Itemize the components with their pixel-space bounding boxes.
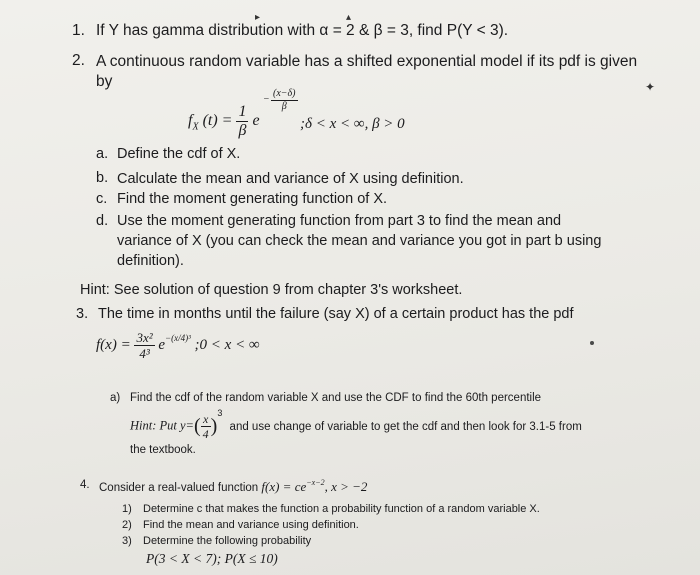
q2-formula-frac-den: β bbox=[238, 122, 247, 139]
q3-hint-power: 3 bbox=[217, 407, 223, 418]
q3-formula bbox=[96, 331, 260, 360]
q3-formula-frac-num: 3x² bbox=[136, 330, 153, 345]
q4-item-1-label: 1) bbox=[122, 503, 132, 515]
page-mark: ▴ bbox=[346, 12, 352, 23]
q2-formula-fraction bbox=[236, 104, 248, 139]
q1-text: If Y has gamma distribution with α = 2 & β = 3, find P(Y < 3). bbox=[96, 22, 509, 39]
q4-func: f(x) = ce bbox=[261, 479, 307, 494]
q2-hint: Hint: See solution of question 9 from chapter 3's worksheet. bbox=[80, 282, 463, 298]
q2-formula-exp-sign: − bbox=[263, 94, 270, 105]
q1-number: 1. bbox=[72, 22, 85, 39]
q2-part-d-line3: definition). bbox=[117, 253, 184, 269]
q4-text-prefix: Consider a real-valued function bbox=[99, 482, 259, 494]
q4-item-3-text: Determine the following probability bbox=[143, 535, 312, 547]
q2-part-d-label: d. bbox=[96, 213, 109, 229]
q2-formula-exp-num: (x−δ) bbox=[273, 88, 296, 99]
q2-part-c-text: Find the moment generating function of X. bbox=[117, 191, 388, 207]
q4-func-exp: −x−2 bbox=[306, 478, 325, 487]
q3-hint-prefix: Hint: Put y= bbox=[130, 418, 194, 433]
q3-formula-lhs: f(x) = bbox=[96, 336, 131, 353]
q2-part-c-label: c. bbox=[96, 191, 108, 207]
q4-probability: P(3 < X < 7); P(X ≤ 10) bbox=[146, 551, 278, 566]
q2-part-d-line2: variance of X (you can check the mean and variance you got in part b using bbox=[117, 233, 602, 249]
q2-formula-exp-base: e bbox=[252, 112, 260, 130]
q4-number: 4. bbox=[80, 479, 90, 491]
q2-part-d-line1: Use the moment generating function from part 3 to find the mean and bbox=[117, 213, 562, 229]
q2-formula-exp-den: β bbox=[281, 101, 287, 112]
q2-formula-exponent bbox=[271, 89, 298, 112]
q3-hint: Hint: Put y=( $\frac{x}{4}$ )$^3$ and use change of variable to get the cdf and then look for 3.1-5 from bbox=[130, 407, 582, 441]
q4-item-1-text: Determine c that makes the function a probability function of a random variable X. bbox=[143, 503, 540, 515]
q2-formula-frac-num: 1 bbox=[238, 103, 247, 120]
q2-part-b-label: b. bbox=[96, 170, 109, 186]
q3-hint-frac-num: x bbox=[201, 413, 211, 427]
q2-part-a-text: Define the cdf of X. bbox=[117, 146, 241, 162]
q4-line bbox=[99, 479, 367, 495]
q3-formula-frac-den: 4³ bbox=[139, 346, 150, 361]
q2-line1: A continuous random variable has a shifted exponential model if its pdf is given bbox=[96, 53, 638, 70]
q3-hint-frac-den: 4 bbox=[202, 427, 209, 441]
q4-item-2-text: Find the mean and variance using definition. bbox=[143, 519, 359, 531]
q2-formula-condition: ;δ < x < ∞, β > 0 bbox=[300, 116, 405, 132]
q2-formula-lhs-sub: X bbox=[192, 121, 199, 133]
q3-part-a-text: Find the cdf of the random variable X and use the CDF to find the 60th percentile bbox=[130, 392, 542, 404]
q3-formula-exponent: −(x/4)³ bbox=[165, 332, 191, 343]
q3-hint-line2: the textbook. bbox=[130, 444, 196, 456]
q4-item-3-label: 3) bbox=[122, 535, 132, 547]
q4-item-2-label: 2) bbox=[122, 519, 132, 531]
q2-formula-lhs: f bbox=[188, 112, 193, 130]
q4-func-cond: , x > −2 bbox=[324, 479, 368, 494]
q2-number: 2. bbox=[72, 52, 85, 69]
ink-dot bbox=[590, 341, 594, 345]
q2-formula-lhs-arg: (t) = bbox=[202, 112, 233, 130]
q3-formula-fraction bbox=[134, 331, 154, 360]
q2-formula bbox=[188, 104, 260, 139]
q2-line2: by bbox=[96, 73, 113, 90]
q3-number: 3. bbox=[76, 306, 89, 322]
q3-text: The time in months until the failure (say X) of a certain product has the pdf bbox=[98, 306, 574, 322]
q2-part-a-label: a. bbox=[96, 146, 109, 162]
q3-formula-exp-base: e bbox=[158, 336, 166, 353]
page-mark: ▸ bbox=[255, 12, 261, 23]
cursor-icon: ✦ bbox=[645, 80, 656, 94]
q3-part-a-label: a) bbox=[110, 392, 121, 404]
q3-hint-suffix: and use change of variable to get the cdf and then look for 3.1-5 from bbox=[229, 420, 582, 433]
q3-hint-fraction bbox=[201, 413, 211, 440]
q3-formula-condition: ;0 < x < ∞ bbox=[194, 336, 260, 353]
q2-part-b-text: Calculate the mean and variance of X using definition. bbox=[117, 171, 464, 187]
